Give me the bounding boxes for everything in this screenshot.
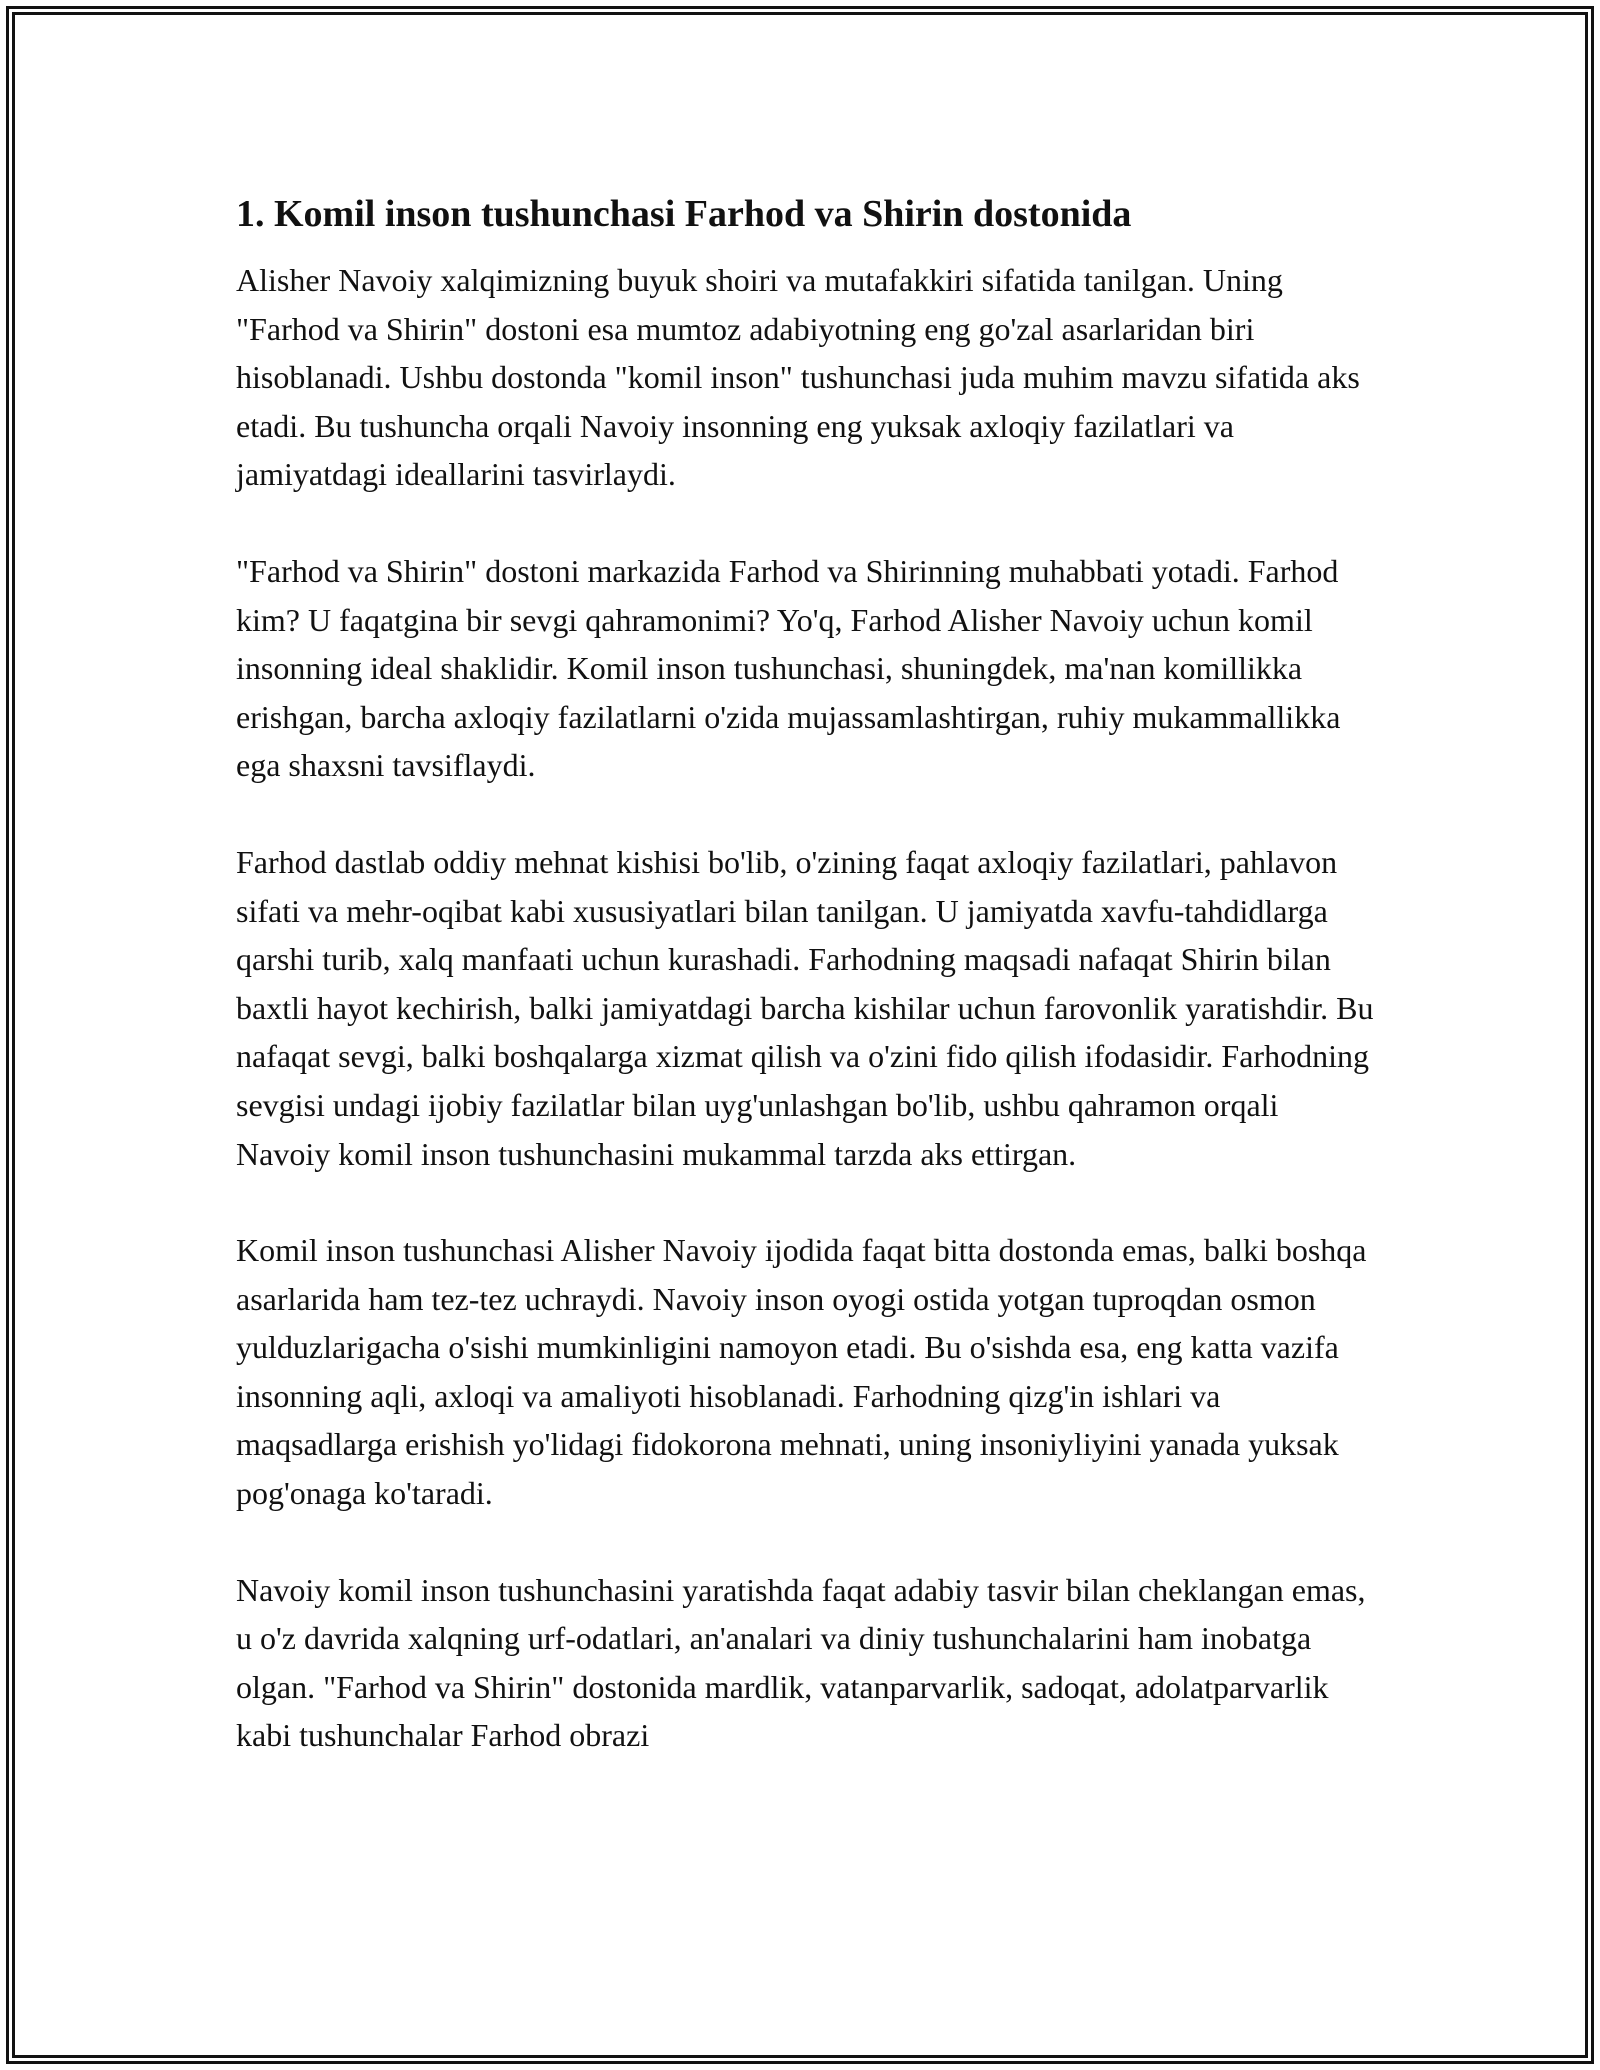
document-body [236, 186, 1376, 1808]
paragraph-3: Farhod dastlab oddiy mehnat kishisi bo'lib, o'zining faqat axloqiy fazilatlari, pahlavon sifati va mehr-oqibat kabi xususiyatlari bilan tanilgan. U jamiyatda xavfu-tahdidlarga qarshi turib, xalq manfaati uchun kurashadi. Farhodning maqsadi nafaqat Shirin bilan baxtli hayot kechirish, balki jamiyatdagi barcha kishilar uchun farovonlik yaratishdir. Bu nafaqat sevgi, balki boshqalarga xizmat qilish va o'zini fido qilish ifodasidir. Farhodning sevgisi undagi ijobiy fazilatlar bilan uyg'unlashgan bo'lib, ushbu qahramon orqali Navoiy komil inson tushunchasini mukammal tarzda aks ettirgan. [236, 843, 1374, 1172]
paragraph-4: Komil inson tushunchasi Alisher Navoiy ijodida faqat bitta dostonda emas, balki boshqa asarlarida ham tez-tez uchraydi. Navoiy inson oyogi ostida yotgan tuproqdan osmon yulduzlarigacha o'sishi mumkinligini namoyon etadi. Bu o'sishda esa, eng katta vazifa insonning aqli, axloqi va amaliyoti hisoblanadi. Farhodning qizg'in ishlari va maqsadlarga erishish yo'lidagi fidokorona mehnati, uning insoniyliyini yanada yuksak pog'onaga ko'taradi. [236, 1232, 1367, 1512]
section-heading: 1. Komil inson tushunchasi Farhod va Shirin dostonida [236, 193, 1132, 235]
paragraph-2: "Farhod va Shirin" dostoni markazida Farhod va Shirinning muhabbati yotadi. Farhod kim? U faqatgina bir sevgi qahramonimi? Yo'q, Farhod Alisher Navoiy uchun komil insonning ideal shaklidir. Komil inson tushunchasi, shuningdek, ma'nan komillikka erishgan, barcha axloqiy fazilatlarni o'zida mujassamlashtirgan, ruhiy mukammallikka ega shaxsni tavsiflaydi. [236, 552, 1341, 784]
paragraph-5: Navoiy komil inson tushunchasini yaratishda faqat adabiy tasvir bilan cheklangan emas, u o'z davrida xalqning urf-odatlari, an'analari va diniy tushunchalarini ham inobatga olgan. "Farhod va Shirin" dostonida mardlik, vatanparvarlik, sadoqat, adolatparvarlik kabi tushunchalar Farhod obrazi [236, 1571, 1366, 1754]
paragraph-1: Alisher Navoiy xalqimizning buyuk shoiri va mutafakkiri sifatida tanilgan. Uning "Farhod va Shirin" dostoni esa mumtoz adabiyotning eng go'zal asarlaridan biri hisoblanadi. Ushbu dostonda "komil inson" tushunchasi juda muhim mavzu sifatida aks etadi. Bu tushuncha orqali Navoiy insonning eng yuksak axloqiy fazilatlari va jamiyatdagi ideallarini tasvirlaydi. [236, 262, 1360, 493]
